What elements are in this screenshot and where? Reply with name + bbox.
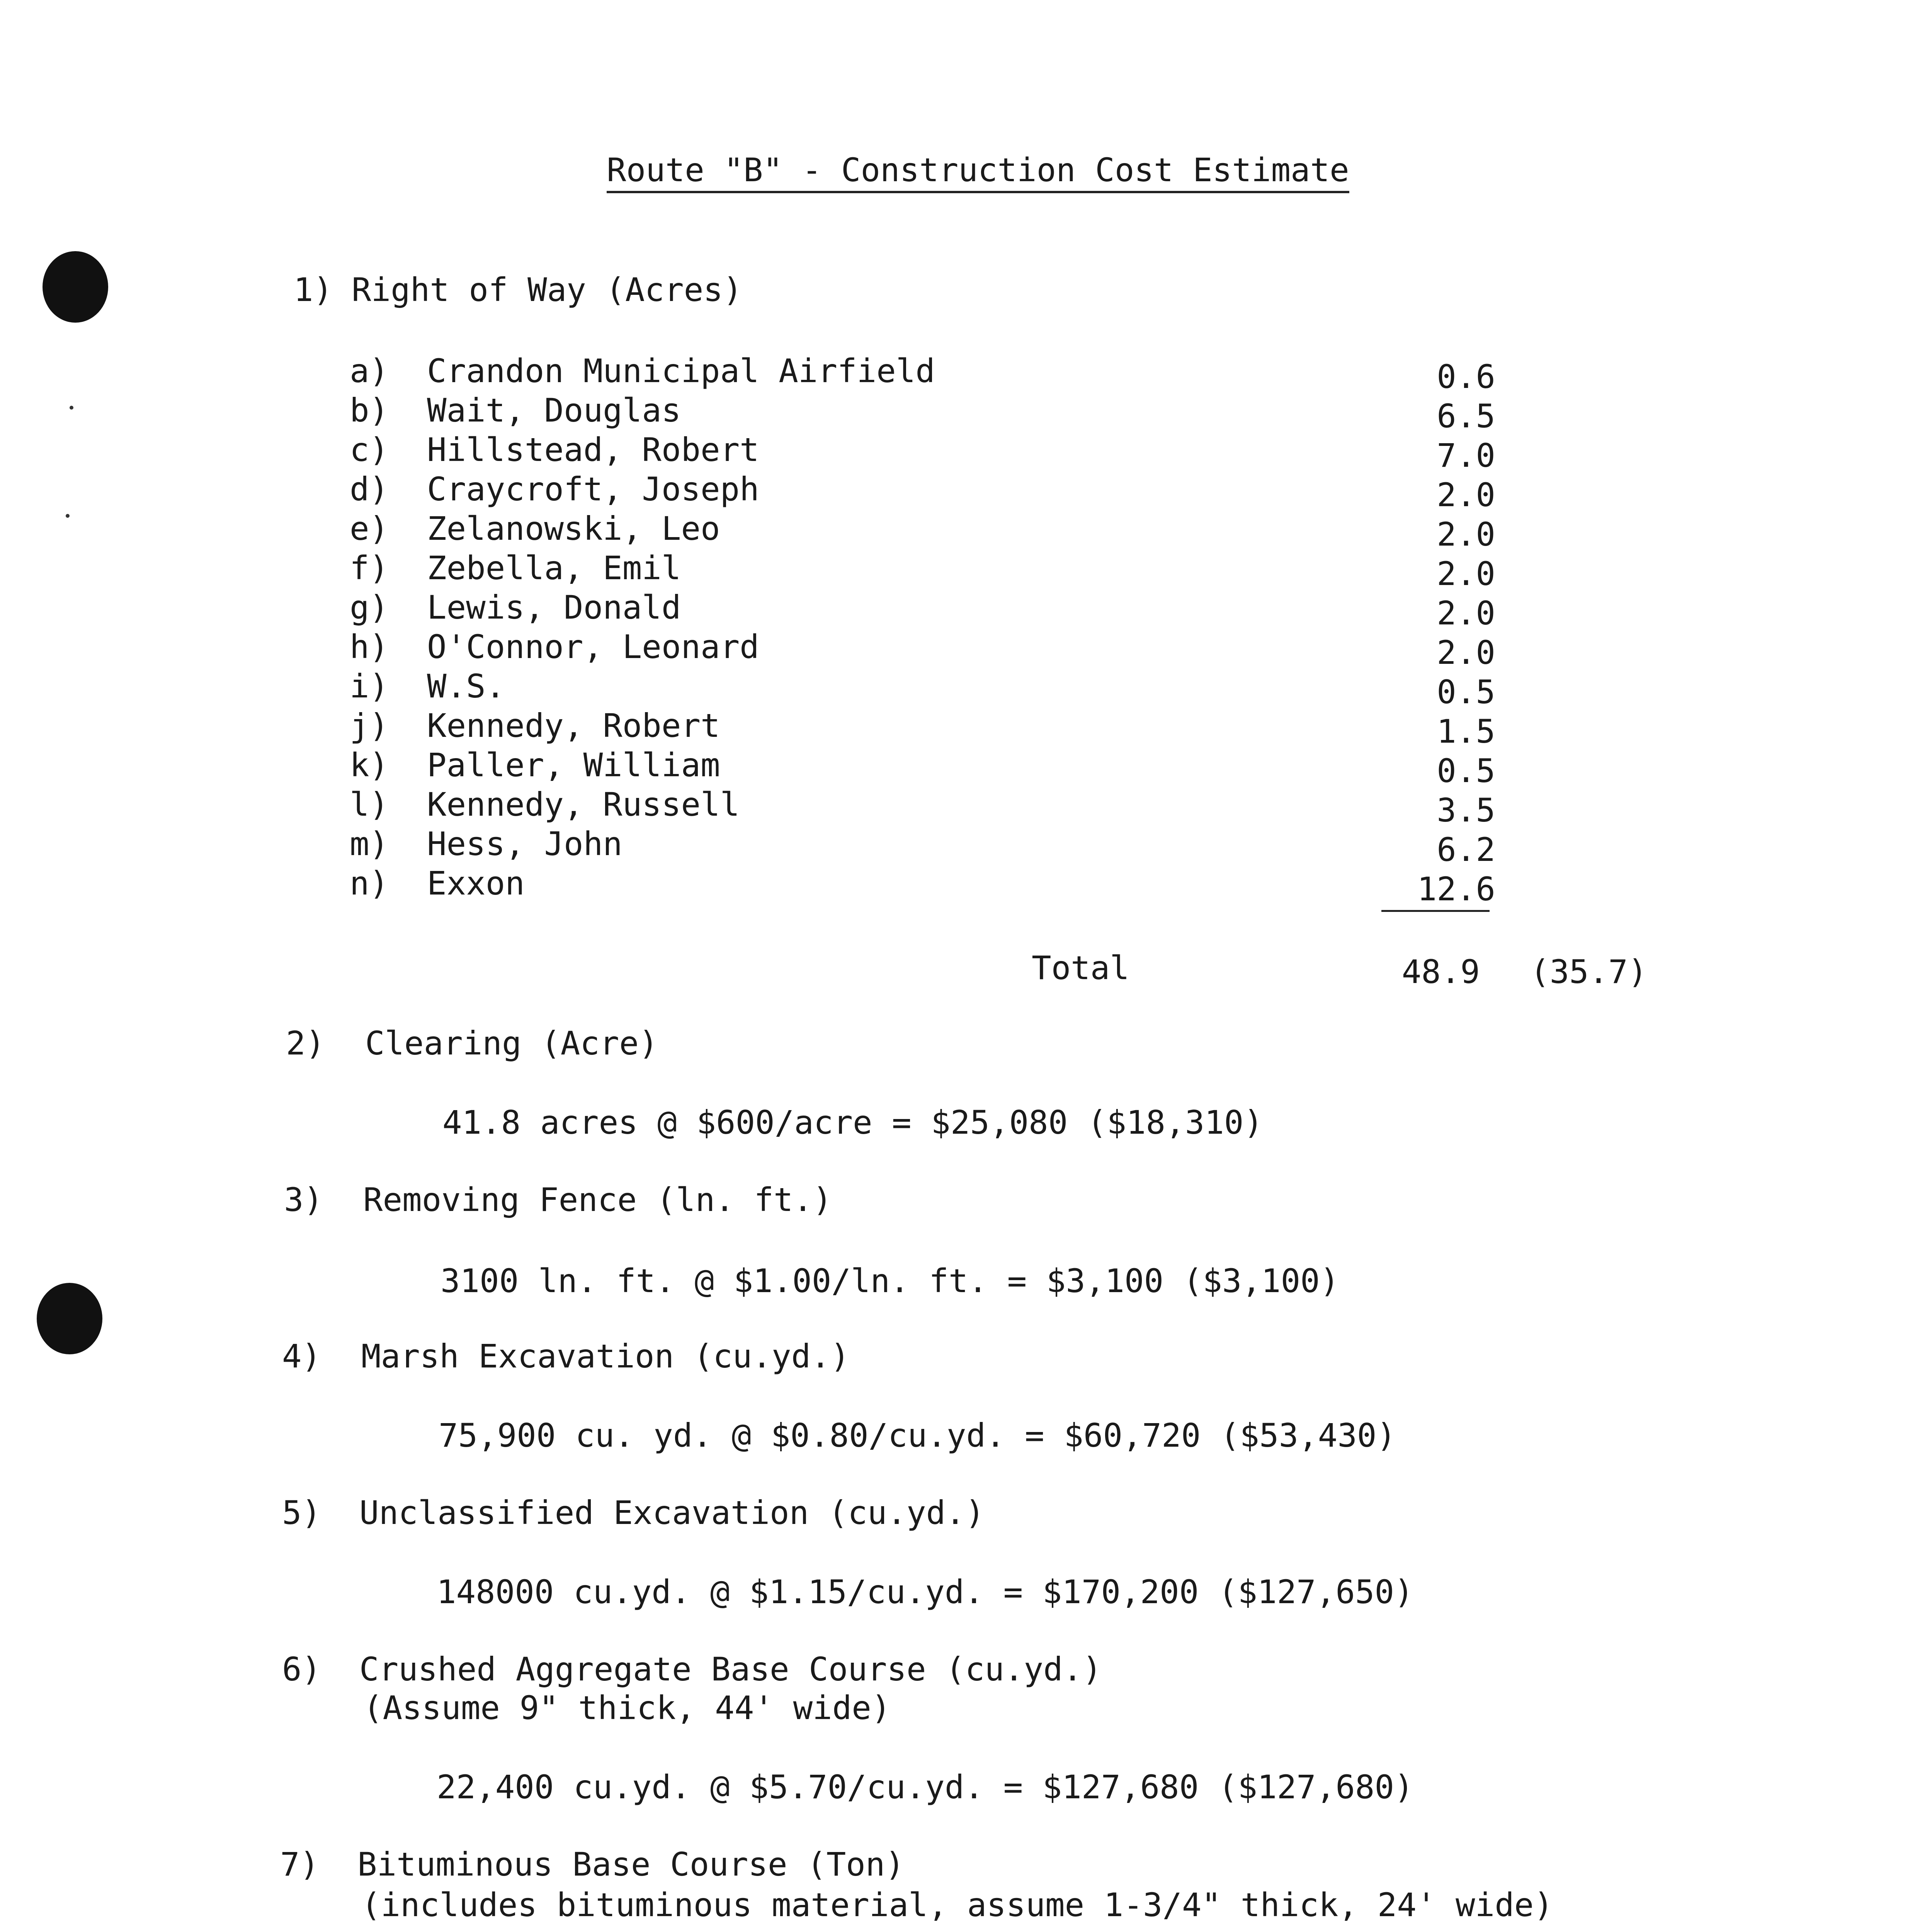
section-3-heading: Removing Fence (ln. ft.) — [363, 1181, 832, 1219]
row-name: W.S. — [427, 667, 505, 705]
row-letter: l) — [350, 786, 389, 823]
section-6-calc: 22,400 cu.yd. @ $5.70/cu.yd. = $127,680 ($127,680) — [437, 1768, 1414, 1806]
total-value: 48.9 — [1401, 953, 1480, 991]
section-2-calc: 41.8 acres @ $600/acre = $25,080 ($18,310) — [442, 1104, 1264, 1141]
section-4-calc: 75,900 cu. yd. @ $0.80/cu.yd. = $60,720 ($53,430) — [439, 1417, 1396, 1454]
row-letter: i) — [350, 667, 389, 705]
section-7-note: (includes bituminous material, assume 1-3/4" thick, 24' wide) — [361, 1886, 1553, 1924]
row-value: 1.5 — [1437, 713, 1495, 750]
row-value: 0.5 — [1437, 752, 1495, 790]
section-4-number: 4) — [282, 1337, 321, 1375]
scan-speck — [66, 514, 70, 518]
total-label: Total — [1032, 949, 1129, 987]
row-value: 6.2 — [1437, 831, 1495, 869]
row-value: 2.0 — [1437, 594, 1495, 632]
scan-speck — [70, 406, 73, 410]
row-value: 2.0 — [1437, 634, 1495, 672]
row-value: 12.6 — [1417, 870, 1495, 908]
punch-hole-middle — [37, 1283, 102, 1354]
row-name: Zebella, Emil — [427, 549, 681, 587]
row-letter: d) — [350, 470, 389, 508]
section-3-number: 3) — [284, 1181, 323, 1219]
row-value: 2.0 — [1437, 476, 1495, 514]
row-name: Kennedy, Russell — [427, 786, 740, 823]
row-value: 2.0 — [1437, 555, 1495, 593]
row-letter: h) — [350, 628, 389, 666]
row-name: Hess, John — [427, 825, 622, 863]
section-6-note: (Assume 9" thick, 44' wide) — [363, 1689, 891, 1727]
row-name: Crandon Municipal Airfield — [427, 352, 935, 390]
row-value: 2.0 — [1437, 515, 1495, 553]
row-letter: n) — [350, 864, 389, 902]
row-value: 0.6 — [1437, 358, 1495, 396]
section-3-calc: 3100 ln. ft. @ $1.00/ln. ft. = $3,100 ($3,100) — [440, 1262, 1340, 1300]
section-2-heading: Clearing (Acre) — [365, 1024, 658, 1062]
document-title: Route "B" - Construction Cost Estimate — [607, 151, 1349, 193]
row-letter: f) — [350, 549, 389, 587]
row-letter: b) — [350, 391, 389, 429]
row-name: Zelanowski, Leo — [427, 510, 720, 548]
row-name: Hillstead, Robert — [427, 431, 759, 469]
section-7-heading: Bituminous Base Course (Ton) — [357, 1845, 905, 1883]
row-name: Exxon — [427, 864, 525, 902]
row-value: 3.5 — [1437, 791, 1495, 829]
section-2-number: 2) — [286, 1024, 325, 1062]
section-6-number: 6) — [282, 1650, 321, 1688]
row-letter: c) — [350, 431, 389, 469]
row-letter: m) — [350, 825, 389, 863]
row-name: O'Connor, Leonard — [427, 628, 759, 666]
punch-hole-top — [43, 251, 108, 323]
section-5-number: 5) — [282, 1494, 321, 1532]
section-1-heading: Right of Way (Acres) — [352, 271, 743, 309]
row-letter: k) — [350, 746, 389, 784]
row-name: Lewis, Donald — [427, 588, 681, 626]
row-letter: g) — [350, 588, 389, 626]
section-1-number: 1) — [294, 271, 333, 309]
row-letter: j) — [350, 707, 389, 745]
section-5-calc: 148000 cu.yd. @ $1.15/cu.yd. = $170,200 ($127,650) — [437, 1573, 1414, 1611]
total-rule — [1381, 910, 1490, 912]
row-name: Paller, William — [427, 746, 720, 784]
row-value: 0.5 — [1437, 673, 1495, 711]
section-4-heading: Marsh Excavation (cu.yd.) — [361, 1337, 850, 1375]
section-7-number: 7) — [280, 1845, 320, 1883]
row-name: Craycroft, Joseph — [427, 470, 759, 508]
section-5-heading: Unclassified Excavation (cu.yd.) — [359, 1494, 985, 1532]
row-letter: e) — [350, 510, 389, 548]
section-6-heading: Crushed Aggregate Base Course (cu.yd.) — [359, 1650, 1102, 1688]
row-letter: a) — [350, 352, 389, 390]
row-name: Kennedy, Robert — [427, 707, 720, 745]
row-name: Wait, Douglas — [427, 391, 681, 429]
row-value: 6.5 — [1437, 397, 1495, 435]
total-alt-value: (35.7) — [1530, 953, 1648, 991]
row-value: 7.0 — [1437, 437, 1495, 474]
